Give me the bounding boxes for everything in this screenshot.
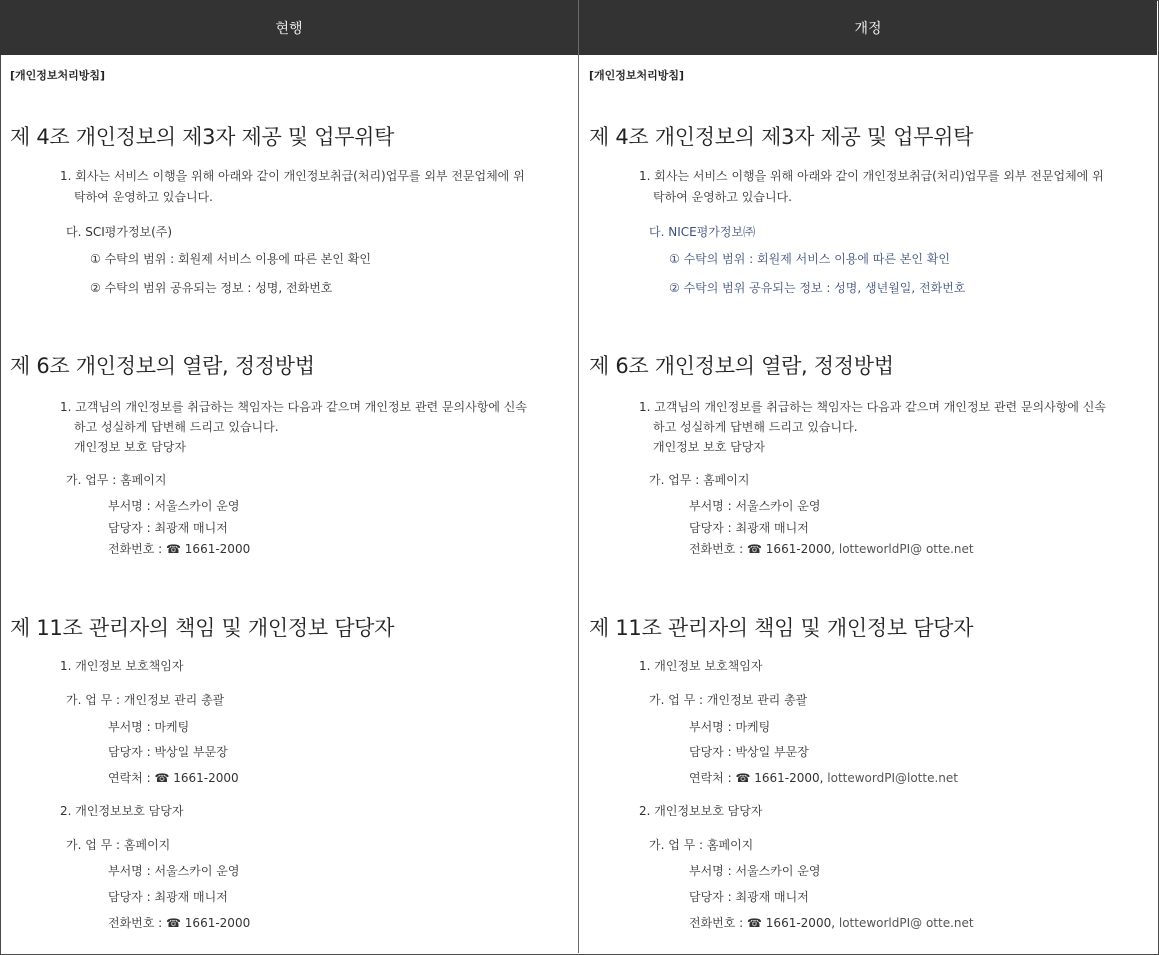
article-11-s1-dept: 부서명 : 마케팅	[108, 720, 190, 734]
article-6-dept: 부서명 : 서울스카이 운영	[108, 499, 240, 513]
article-6-title: 제 6조 개인정보의 열람, 정정방법	[10, 354, 315, 378]
article-6-para: 1. 고객님의 개인정보를 취급하는 책임자는 다음과 같으며 개인정보 관련 문의사항에 신속	[60, 400, 527, 414]
article-4-item-2: ② 수탁의 범위 공유되는 정보 : 성명, 생년월일, 전화번호	[669, 281, 966, 295]
article-11-s1: 1. 개인정보 보호책임자	[639, 659, 763, 673]
article-11-s2-dept: 부서명 : 서울스카이 운영	[689, 864, 821, 878]
article-11-s2-duty: 가. 업 무 : 홈페이지	[649, 838, 754, 852]
article-4-sub: 다. NICE평가정보㈜	[649, 225, 756, 239]
article-6-duty: 가. 업무 : 홈페이지	[66, 473, 167, 487]
article-11-title: 제 11조 관리자의 책임 및 개인정보 담당자	[589, 616, 974, 640]
article-11-s2-duty: 가. 업 무 : 홈페이지	[66, 838, 171, 852]
article-4-para-cont: 탁하여 운영하고 있습니다.	[653, 190, 792, 204]
article-6-email: lotteworldPI@ otte.net	[838, 542, 974, 556]
article-6-para-contact: 개인정보 보호 담당자	[653, 440, 765, 454]
article-11-s1-duty: 가. 업 무 : 개인정보 관리 총괄	[66, 693, 225, 707]
article-4-title: 제 4조 개인정보의 제3자 제공 및 업무위탁	[10, 125, 395, 149]
header-current: 현행	[0, 0, 578, 55]
article-6-person: 담당자 : 최광재 매니저	[108, 521, 228, 535]
article-11-s2: 2. 개인정보보호 담당자	[60, 804, 184, 818]
article-11-s2: 2. 개인정보보호 담당자	[639, 804, 763, 818]
policy-tag: [개인정보처리방침]	[589, 69, 685, 82]
article-11-s2-phone	[689, 913, 974, 934]
article-11-s2-person: 담당자 : 최광재 매니저	[689, 890, 809, 904]
column-current	[0, 55, 578, 953]
article-6-phone	[689, 539, 974, 560]
article-11-s1-contact	[689, 768, 958, 789]
article-6-para-contact: 개인정보 보호 담당자	[74, 440, 186, 454]
article-11-s2-phone: 전화번호 : ☎ 1661-2000	[108, 916, 251, 930]
article-11-s2-phone-text: 전화번호 : ☎ 1661-2000,	[689, 916, 836, 930]
column-revised	[579, 55, 1157, 953]
article-11-s1-duty: 가. 업 무 : 개인정보 관리 총괄	[649, 693, 808, 707]
article-11-s1-person: 담당자 : 박상일 부문장	[108, 745, 228, 759]
article-11-s1-contact: 연락처 : ☎ 1661-2000	[108, 771, 239, 785]
article-4-item-1: ① 수탁의 범위 : 회원제 서비스 이용에 따른 본인 확인	[90, 252, 371, 266]
article-11-s1-person: 담당자 : 박상일 부문장	[689, 745, 809, 759]
article-4-item-2: ② 수탁의 범위 공유되는 정보 : 성명, 전화번호	[90, 281, 333, 295]
article-4-para: 1. 회사는 서비스 이행을 위해 아래와 같이 개인정보취급(처리)업무를 외부 전문업체에 위	[60, 169, 525, 183]
article-4-item-1: ① 수탁의 범위 : 회원제 서비스 이용에 따른 본인 확인	[669, 252, 950, 266]
policy-tag: [개인정보처리방침]	[10, 69, 106, 82]
article-11-s1-email: lottewordPI@lotte.net	[827, 771, 958, 785]
article-6-title: 제 6조 개인정보의 열람, 정정방법	[589, 354, 894, 378]
header-revised: 개정	[579, 0, 1157, 55]
article-4-para: 1. 회사는 서비스 이행을 위해 아래와 같이 개인정보취급(처리)업무를 외부 전문업체에 위	[639, 169, 1104, 183]
article-6-para: 1. 고객님의 개인정보를 취급하는 책임자는 다음과 같으며 개인정보 관련 문의사항에 신속	[639, 400, 1106, 414]
article-6-phone-text: 전화번호 : ☎ 1661-2000,	[689, 542, 836, 556]
article-11-s1-contact-text: 연락처 : ☎ 1661-2000,	[689, 771, 824, 785]
article-11-s1: 1. 개인정보 보호책임자	[60, 659, 184, 673]
article-11-s1-dept: 부서명 : 마케팅	[689, 720, 771, 734]
article-11-s2-person: 담당자 : 최광재 매니저	[108, 890, 228, 904]
article-6-duty: 가. 업무 : 홈페이지	[649, 473, 750, 487]
article-6-dept: 부서명 : 서울스카이 운영	[689, 499, 821, 513]
article-6-para-cont: 하고 성실하게 답변해 드리고 있습니다.	[653, 420, 858, 434]
article-6-person: 담당자 : 최광재 매니저	[689, 521, 809, 535]
article-11-s2-dept: 부서명 : 서울스카이 운영	[108, 864, 240, 878]
article-6-phone: 전화번호 : ☎ 1661-2000	[108, 542, 251, 556]
article-4-title: 제 4조 개인정보의 제3자 제공 및 업무위탁	[589, 125, 974, 149]
article-11-s2-email: lotteworldPI@ otte.net	[838, 916, 974, 930]
article-6-para-cont: 하고 성실하게 답변해 드리고 있습니다.	[74, 420, 279, 434]
article-4-para-cont: 탁하여 운영하고 있습니다.	[74, 190, 213, 204]
article-4-sub: 다. SCI평가정보(주)	[66, 225, 173, 239]
article-11-title: 제 11조 관리자의 책임 및 개인정보 담당자	[10, 616, 395, 640]
